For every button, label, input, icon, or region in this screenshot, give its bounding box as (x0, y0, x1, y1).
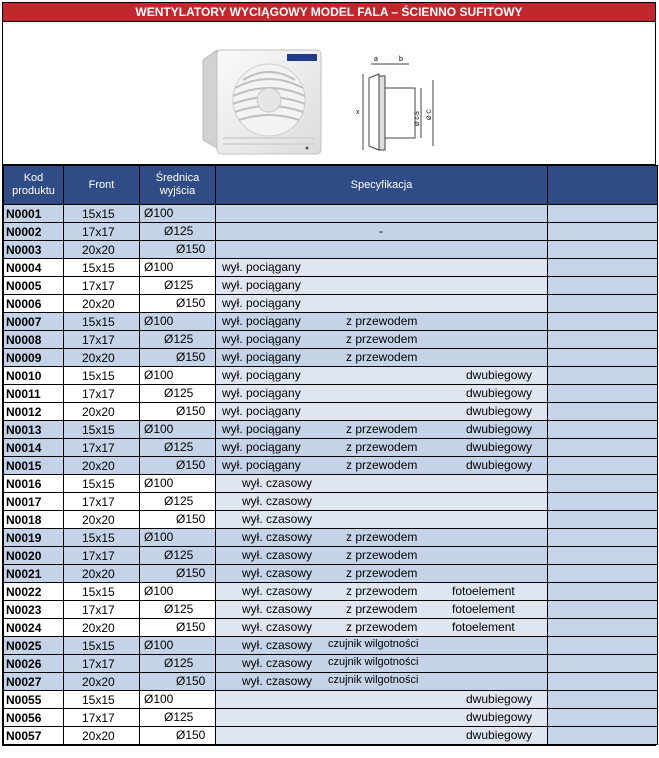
cell-diameter (140, 295, 216, 313)
cell-front: 20x20 (64, 295, 140, 313)
cell-extra (548, 205, 658, 223)
table-row (4, 655, 658, 673)
table-row (4, 511, 658, 529)
table-row (4, 601, 658, 619)
table-row (4, 709, 658, 727)
cell-front: 15x15 (64, 583, 140, 601)
cell-code: N0012 (4, 403, 64, 421)
spec-item: dwubiegowy (466, 692, 533, 706)
cell-extra (548, 673, 658, 691)
cell-extra (548, 727, 658, 745)
table-row (4, 259, 658, 277)
diameter-value: Ø125 (164, 440, 194, 454)
cell-spec (216, 439, 548, 457)
cell-front: 20x20 (64, 349, 140, 367)
spec-item: wył. pociągany (222, 440, 301, 454)
spec-item: czujnik wilgotności (328, 656, 419, 668)
cell-spec (216, 565, 548, 583)
cell-code: N0025 (4, 637, 64, 655)
cell-extra (548, 349, 658, 367)
cell-extra (548, 241, 658, 259)
cell-extra (548, 619, 658, 637)
diameter-value: Ø150 (176, 512, 206, 526)
diameter-value: Ø150 (176, 296, 206, 310)
cell-front: 15x15 (64, 529, 140, 547)
cell-extra (548, 709, 658, 727)
spec-item: dwubiegowy (466, 710, 533, 724)
diameter-value: Ø150 (176, 404, 206, 418)
cell-code: N0013 (4, 421, 64, 439)
spec-item: z przewodem (346, 566, 418, 580)
cell-extra (548, 313, 658, 331)
table-row (4, 313, 658, 331)
table-body (4, 205, 658, 745)
table-row (4, 547, 658, 565)
cell-spec (216, 331, 548, 349)
cell-spec (216, 547, 548, 565)
diagram-label-x: x (356, 109, 360, 116)
spec-item: dwubiegowy (466, 368, 533, 382)
cell-code: N0011 (4, 385, 64, 403)
spec-item: wył. pociągany (222, 368, 301, 382)
diameter-value: Ø100 (144, 260, 174, 274)
header-spec: Specyfikacja (216, 166, 548, 205)
cell-extra (548, 529, 658, 547)
table-row (4, 727, 658, 745)
cell-diameter (140, 547, 216, 565)
spec-item: czujnik wilgotności (328, 638, 419, 650)
cell-extra (548, 277, 658, 295)
cell-spec (216, 709, 548, 727)
product-images (3, 22, 655, 165)
cell-spec (216, 637, 548, 655)
cell-spec (216, 385, 548, 403)
cell-extra (548, 259, 658, 277)
table-row (4, 277, 658, 295)
table-row (4, 241, 658, 259)
cell-diameter (140, 403, 216, 421)
cell-front: 15x15 (64, 475, 140, 493)
cell-front: 17x17 (64, 601, 140, 619)
cell-front: 20x20 (64, 619, 140, 637)
spec-item: wył. czasowy (242, 512, 313, 526)
spec-item: wył. czasowy (242, 476, 313, 490)
cell-code: N0007 (4, 313, 64, 331)
cell-extra (548, 385, 658, 403)
cell-code: N0001 (4, 205, 64, 223)
diameter-value: Ø125 (164, 548, 194, 562)
cell-diameter (140, 583, 216, 601)
table-row (4, 205, 658, 223)
cell-spec (216, 673, 548, 691)
cell-front: 17x17 (64, 709, 140, 727)
cell-code: N0008 (4, 331, 64, 349)
spec-item: dwubiegowy (466, 440, 533, 454)
cell-front: 17x17 (64, 655, 140, 673)
table-row (4, 349, 658, 367)
table-row (4, 637, 658, 655)
spec-item: wył. czasowy (242, 674, 313, 688)
cell-diameter (140, 457, 216, 475)
cell-extra (548, 511, 658, 529)
cell-extra (548, 601, 658, 619)
cell-code: N0055 (4, 691, 64, 709)
cell-extra (548, 421, 658, 439)
spec-item: wył. pociągany (222, 404, 301, 418)
cell-diameter (140, 439, 216, 457)
cell-front: 20x20 (64, 241, 140, 259)
cell-code: N0022 (4, 583, 64, 601)
cell-diameter (140, 385, 216, 403)
cell-diameter (140, 223, 216, 241)
cell-front: 20x20 (64, 727, 140, 745)
table-row (4, 295, 658, 313)
cell-code: N0009 (4, 349, 64, 367)
diameter-value: Ø125 (164, 602, 194, 616)
diameter-value: Ø125 (164, 224, 194, 238)
spec-none: - (379, 224, 383, 238)
spec-item: wył. czasowy (242, 656, 313, 670)
cell-diameter (140, 601, 216, 619)
spec-item: z przewodem (346, 422, 418, 436)
cell-front: 17x17 (64, 547, 140, 565)
diameter-value: Ø100 (144, 422, 174, 436)
cell-spec (216, 583, 548, 601)
spec-item: z przewodem (346, 350, 418, 364)
cell-diameter (140, 367, 216, 385)
table-row (4, 493, 658, 511)
cell-extra (548, 295, 658, 313)
cell-spec (216, 655, 548, 673)
cell-diameter (140, 259, 216, 277)
cell-front: 15x15 (64, 205, 140, 223)
cell-diameter (140, 637, 216, 655)
diameter-value: Ø125 (164, 386, 194, 400)
cell-front: 20x20 (64, 673, 140, 691)
cell-extra (548, 223, 658, 241)
cell-spec (216, 205, 548, 223)
cell-code: N0057 (4, 727, 64, 745)
cell-extra (548, 583, 658, 601)
cell-code: N0019 (4, 529, 64, 547)
diameter-value: Ø100 (144, 530, 174, 544)
table-row (4, 367, 658, 385)
spec-item: dwubiegowy (466, 422, 533, 436)
cell-front: 15x15 (64, 259, 140, 277)
cell-code: N0004 (4, 259, 64, 277)
cell-spec (216, 403, 548, 421)
cell-diameter (140, 313, 216, 331)
cell-code: N0006 (4, 295, 64, 313)
spec-item: z przewodem (346, 584, 418, 598)
table-row (4, 439, 658, 457)
cell-extra (548, 691, 658, 709)
diagram-label-b: b (399, 56, 403, 63)
cell-spec (216, 241, 548, 259)
spec-item: fotoelement (452, 602, 515, 616)
cell-diameter (140, 529, 216, 547)
cell-diameter (140, 673, 216, 691)
spec-item: wył. czasowy (242, 638, 313, 652)
cell-extra (548, 457, 658, 475)
cell-diameter (140, 691, 216, 709)
cell-extra (548, 547, 658, 565)
table-row (4, 403, 658, 421)
diameter-value: Ø150 (176, 458, 206, 472)
diameter-value: Ø125 (164, 710, 194, 724)
spec-item: wył. pociągany (222, 296, 301, 310)
spec-item: z przewodem (346, 440, 418, 454)
diameter-value: Ø150 (176, 242, 206, 256)
cell-extra (548, 439, 658, 457)
spec-item: wył. czasowy (242, 494, 313, 508)
cell-extra (548, 331, 658, 349)
cell-extra (548, 655, 658, 673)
cell-extra (548, 403, 658, 421)
cell-spec (216, 421, 548, 439)
diameter-value: Ø125 (164, 494, 194, 508)
spec-item: wył. czasowy (242, 602, 313, 616)
spec-item: wył. pociągany (222, 422, 301, 436)
table-row (4, 223, 658, 241)
cell-code: N0017 (4, 493, 64, 511)
cell-spec (216, 367, 548, 385)
spec-item: wył. czasowy (242, 566, 313, 580)
spec-item: dwubiegowy (466, 386, 533, 400)
cell-code: N0026 (4, 655, 64, 673)
cell-spec (216, 223, 548, 241)
cell-spec (216, 259, 548, 277)
diameter-value: Ø100 (144, 206, 174, 220)
spec-item: z przewodem (346, 458, 418, 472)
table-row (4, 529, 658, 547)
cell-diameter (140, 205, 216, 223)
cell-code: N0003 (4, 241, 64, 259)
header-front: Front (64, 166, 140, 205)
sheet-title: WENTYLATORY WYCIĄGOWY MODEL FALA – ŚCIENNO SUFITOWY (3, 3, 655, 22)
cell-spec (216, 619, 548, 637)
diameter-value: Ø100 (144, 692, 174, 706)
diameter-value: Ø100 (144, 476, 174, 490)
cell-spec (216, 457, 548, 475)
table-row (4, 421, 658, 439)
cell-front: 17x17 (64, 277, 140, 295)
cell-code: N0020 (4, 547, 64, 565)
cell-code: N0015 (4, 457, 64, 475)
diameter-value: Ø125 (164, 332, 194, 346)
table-row (4, 565, 658, 583)
cell-diameter (140, 511, 216, 529)
cell-spec (216, 493, 548, 511)
cell-diameter (140, 493, 216, 511)
spec-item: z przewodem (346, 332, 418, 346)
cell-front: 20x20 (64, 565, 140, 583)
diameter-value: Ø150 (176, 674, 206, 688)
spec-item: wył. pociągany (222, 314, 301, 328)
cell-front: 17x17 (64, 439, 140, 457)
cell-code: N0014 (4, 439, 64, 457)
cell-front: 17x17 (64, 493, 140, 511)
cell-front: 20x20 (64, 403, 140, 421)
cell-code: N0016 (4, 475, 64, 493)
fan-product-image (199, 30, 329, 158)
cell-front: 15x15 (64, 421, 140, 439)
diameter-value: Ø150 (176, 620, 206, 634)
cell-front: 15x15 (64, 313, 140, 331)
cell-code: N0002 (4, 223, 64, 241)
cell-extra (548, 637, 658, 655)
cell-spec (216, 511, 548, 529)
product-sheet (2, 2, 656, 746)
cell-code: N0021 (4, 565, 64, 583)
spec-item: wył. pociągany (222, 260, 301, 274)
cell-code: N0018 (4, 511, 64, 529)
cell-spec (216, 277, 548, 295)
spec-item: z przewodem (346, 314, 418, 328)
cell-spec (216, 727, 548, 745)
cell-diameter (140, 655, 216, 673)
cell-code: N0027 (4, 673, 64, 691)
diagram-label-a: a (374, 56, 378, 63)
spec-item: fotoelement (452, 620, 515, 634)
cell-diameter (140, 709, 216, 727)
spec-item: dwubiegowy (466, 404, 533, 418)
spec-item: z przewodem (346, 620, 418, 634)
cell-diameter (140, 331, 216, 349)
cell-diameter (140, 619, 216, 637)
diameter-value: Ø150 (176, 728, 206, 742)
spec-item: wył. czasowy (242, 530, 313, 544)
cell-diameter (140, 475, 216, 493)
spec-item: dwubiegowy (466, 458, 533, 472)
cell-spec (216, 475, 548, 493)
diameter-value: Ø125 (164, 278, 194, 292)
spec-item: wył. pociągany (222, 458, 301, 472)
spec-item: wył. pociągany (222, 278, 301, 292)
cell-diameter (140, 565, 216, 583)
spec-item: wył. czasowy (242, 620, 313, 634)
diagram-label-d-outer: Ø C (427, 109, 433, 120)
diameter-value: Ø100 (144, 638, 174, 652)
diameter-value: Ø150 (176, 566, 206, 580)
table-row (4, 619, 658, 637)
cell-spec (216, 349, 548, 367)
cell-extra (548, 475, 658, 493)
cell-front: 15x15 (64, 691, 140, 709)
cell-diameter (140, 421, 216, 439)
cell-spec (216, 529, 548, 547)
dimension-diagram (355, 50, 445, 160)
spec-item: z przewodem (346, 530, 418, 544)
spec-item: z przewodem (346, 602, 418, 616)
cell-code: N0010 (4, 367, 64, 385)
cell-extra (548, 367, 658, 385)
cell-diameter (140, 727, 216, 745)
spec-item: wył. pociągany (222, 332, 301, 346)
spec-item: wył. pociągany (222, 350, 301, 364)
table-row (4, 385, 658, 403)
cell-front: 15x15 (64, 367, 140, 385)
table-row (4, 673, 658, 691)
cell-code: N0056 (4, 709, 64, 727)
table-row (4, 457, 658, 475)
cell-front: 20x20 (64, 511, 140, 529)
spec-item: fotoelement (452, 584, 515, 598)
cell-front: 17x17 (64, 385, 140, 403)
spec-item: czujnik wilgotności (328, 674, 419, 686)
cell-front: 20x20 (64, 457, 140, 475)
cell-code: N0024 (4, 619, 64, 637)
diameter-value: Ø100 (144, 368, 174, 382)
cell-spec (216, 691, 548, 709)
diameter-value: Ø150 (176, 350, 206, 364)
spec-item: wył. pociągany (222, 386, 301, 400)
cell-code: N0023 (4, 601, 64, 619)
table-row (4, 331, 658, 349)
product-table (3, 165, 658, 745)
cell-extra (548, 565, 658, 583)
cell-code: N0005 (4, 277, 64, 295)
cell-diameter (140, 241, 216, 259)
spec-item: z przewodem (346, 548, 418, 562)
cell-spec (216, 601, 548, 619)
cell-diameter (140, 349, 216, 367)
diameter-value: Ø125 (164, 656, 194, 670)
table-row (4, 583, 658, 601)
header-diameter: Średnica wyjścia (140, 166, 216, 205)
cell-extra (548, 493, 658, 511)
table-row (4, 691, 658, 709)
cell-diameter (140, 277, 216, 295)
header-extra (548, 166, 658, 205)
table-row (4, 475, 658, 493)
spec-item: dwubiegowy (466, 728, 533, 742)
cell-front: 17x17 (64, 223, 140, 241)
diagram-label-d-inner: Ø c-5 (415, 111, 421, 126)
diameter-value: Ø100 (144, 584, 174, 598)
spec-item: wył. czasowy (242, 548, 313, 562)
cell-spec (216, 295, 548, 313)
spec-item: wył. czasowy (242, 584, 313, 598)
cell-front: 15x15 (64, 637, 140, 655)
diameter-value: Ø100 (144, 314, 174, 328)
cell-spec (216, 313, 548, 331)
cell-front: 17x17 (64, 331, 140, 349)
header-code: Kod produktu (4, 166, 64, 205)
